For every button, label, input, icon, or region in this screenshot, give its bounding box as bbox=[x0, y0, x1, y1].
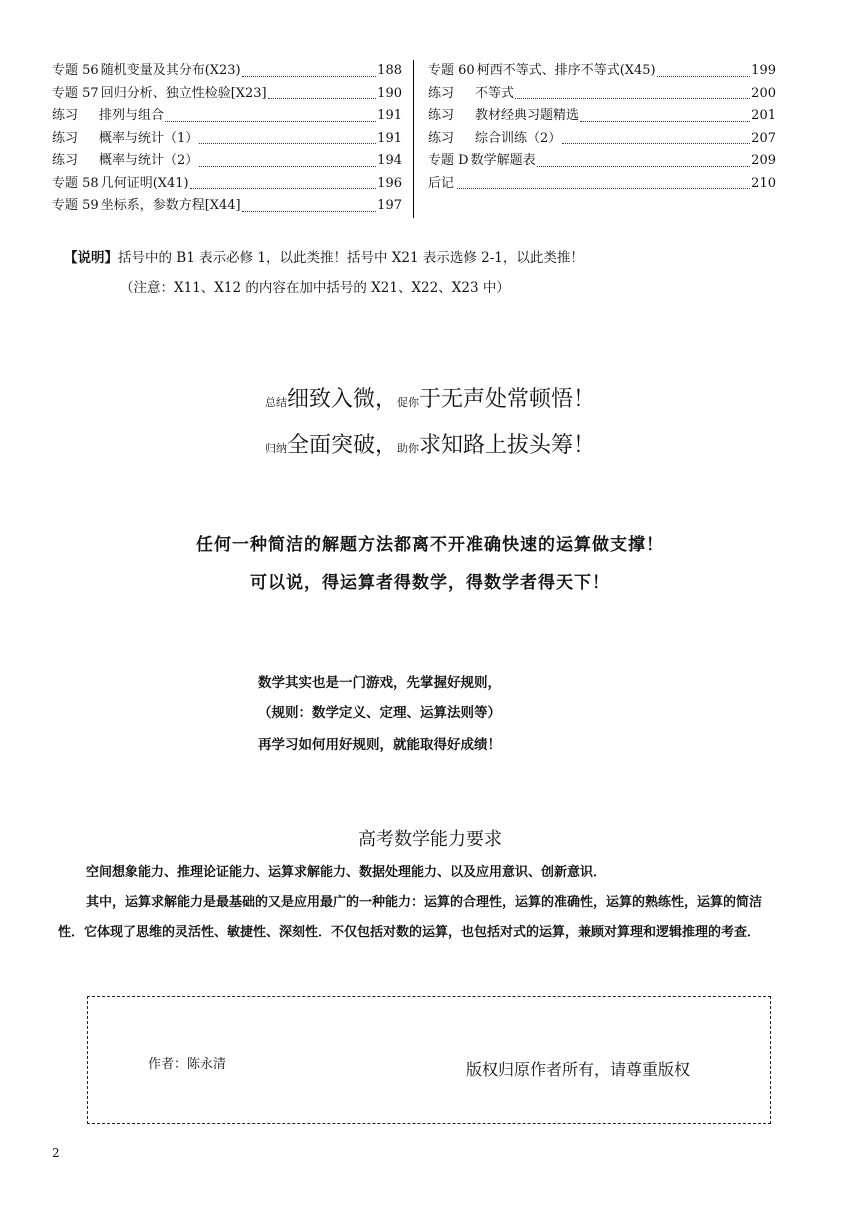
toc-page: 188 bbox=[377, 63, 402, 78]
toc-leader-dots bbox=[515, 97, 750, 99]
toc-title: 几何证明(X41) bbox=[100, 175, 189, 191]
toc-page: 199 bbox=[751, 63, 776, 78]
toc-row bbox=[52, 60, 402, 83]
toc-page: 191 bbox=[377, 108, 402, 123]
slogan-small-text: 归纳 bbox=[264, 442, 287, 455]
toc-title: 概率与统计（2） bbox=[99, 153, 199, 168]
toc-row bbox=[52, 173, 402, 196]
toc-kind: 练习 bbox=[52, 153, 79, 168]
toc-leader-dots bbox=[580, 120, 750, 122]
game-line: （规则：数学定义、定理、运算法则等） bbox=[258, 705, 501, 721]
toc-leader-dots bbox=[190, 187, 377, 189]
section-title: 高考数学能力要求 bbox=[358, 829, 502, 850]
slogan-big-text: 于无声处常顿悟！ bbox=[419, 387, 596, 412]
toc-row bbox=[428, 173, 776, 196]
toc-kind: 练习 bbox=[428, 130, 455, 146]
toc-page: 197 bbox=[377, 198, 402, 213]
toc-page: 210 bbox=[751, 175, 776, 191]
toc-leader-dots bbox=[537, 165, 751, 167]
toc-left-column bbox=[52, 60, 402, 218]
toc-page: 201 bbox=[751, 108, 776, 123]
toc-row bbox=[428, 128, 776, 151]
toc-leader-dots bbox=[457, 187, 750, 189]
toc-kind: 专题 59 bbox=[52, 198, 99, 213]
toc-kind: 练习 bbox=[428, 108, 455, 123]
toc-leader-dots bbox=[268, 97, 377, 99]
slogan-line bbox=[0, 382, 860, 413]
toc-row bbox=[52, 105, 402, 128]
toc-kind: 专题 D bbox=[428, 153, 469, 168]
toc-leader-dots bbox=[165, 120, 376, 122]
author-box bbox=[87, 996, 771, 1124]
toc-kind: 专题 57 bbox=[52, 85, 99, 101]
toc-row bbox=[52, 128, 402, 151]
claim-line: 可以说，得运算者得数学，得数学者得天下！ bbox=[250, 573, 610, 593]
slogan-small-text: 总结 bbox=[264, 396, 287, 409]
slogan-big-text: 细致入微， bbox=[286, 387, 397, 412]
claim-line: 任何一种简洁的解题方法都离不开准确快速的运算做支撑！ bbox=[196, 535, 664, 555]
toc-kind: 练习 bbox=[52, 108, 79, 123]
toc-page: 190 bbox=[377, 85, 402, 101]
toc-page: 196 bbox=[377, 175, 402, 191]
toc-leader-dots bbox=[242, 75, 377, 77]
slogan-line bbox=[0, 428, 860, 459]
toc-row bbox=[52, 195, 402, 218]
toc-leader-dots bbox=[199, 165, 376, 167]
toc-page: 194 bbox=[377, 153, 402, 168]
explanation-subnote: （注意：X11、X12 的内容在加中括号的 X21、X22、X23 中） bbox=[120, 280, 510, 296]
note-label: 【说明】 bbox=[64, 250, 118, 266]
page-number: 2 bbox=[52, 1146, 60, 1160]
explanation-note bbox=[64, 246, 584, 266]
toc-title: 随机变量及其分布(X23) bbox=[100, 63, 241, 78]
toc-row bbox=[428, 150, 776, 173]
toc-title: 不等式 bbox=[475, 85, 515, 101]
toc-row bbox=[428, 83, 776, 106]
toc-row bbox=[428, 105, 776, 128]
toc-kind: 专题 58 bbox=[52, 175, 99, 191]
toc-title: 教材经典习题精选 bbox=[475, 108, 580, 123]
slogan-small-text: 促你 bbox=[397, 396, 419, 409]
slogan-big-text: 求知路上拔头筹！ bbox=[419, 433, 596, 458]
toc-right-column bbox=[428, 60, 776, 195]
toc-kind: 练习 bbox=[428, 85, 455, 101]
toc-title: 回归分析、独立性检验[X23] bbox=[100, 85, 267, 101]
toc-title: 排列与组合 bbox=[99, 108, 165, 123]
copyright-text: 版权归原作者所有，请尊重版权 bbox=[466, 1060, 691, 1079]
toc-leader-dots bbox=[199, 142, 376, 144]
toc-kind: 专题 60 bbox=[428, 63, 475, 78]
toc-title: 综合训练（2） bbox=[475, 130, 562, 146]
toc-kind: 专题 56 bbox=[52, 63, 99, 78]
toc-page: 191 bbox=[377, 130, 402, 146]
toc-leader-dots bbox=[242, 210, 377, 212]
requirements-paragraph: 空间想象能力、推理论证能力、运算求解能力、数据处理能力、以及应用意识、创新意识． bbox=[86, 865, 607, 880]
author-text: 作者：陈永清 bbox=[148, 1057, 227, 1072]
game-line: 数学其实也是一门游戏，先掌握好规则， bbox=[258, 675, 501, 691]
slogan-small-text: 助你 bbox=[397, 442, 419, 455]
toc-column-divider bbox=[413, 60, 414, 218]
toc-title: 概率与统计（1） bbox=[99, 130, 199, 146]
toc-kind: 后记 bbox=[428, 175, 455, 191]
note-text: 括号中的 B1 表示必修 1，以此类推！括号中 X21 表示选修 2-1，以此类推！ bbox=[118, 250, 584, 266]
slogan-big-text: 全面突破， bbox=[286, 433, 397, 458]
toc-page: 209 bbox=[751, 153, 776, 168]
toc-title: 坐标系，参数方程[X44] bbox=[100, 198, 241, 213]
toc-row bbox=[428, 60, 776, 83]
toc-kind: 练习 bbox=[52, 130, 79, 146]
toc-leader-dots bbox=[562, 142, 750, 144]
toc-page: 200 bbox=[751, 85, 776, 101]
toc-row bbox=[52, 83, 402, 106]
toc-leader-dots bbox=[657, 75, 751, 77]
toc-row bbox=[52, 150, 402, 173]
toc-page: 207 bbox=[751, 130, 776, 146]
toc-title: 柯西不等式、排序不等式(X45) bbox=[476, 63, 656, 78]
requirements-paragraph: 其中，运算求解能力是最基础的又是应用最广的一种能力：运算的合理性，运算的准确性，运算的熟练性，运算的简洁性．它体现了思维的灵活性、敏捷性、深刻性．不仅包括对数的运算，也包括对式的运算，兼顾对算理和逻辑推理的考查． bbox=[58, 895, 763, 940]
toc-title: 数学解题表 bbox=[470, 153, 536, 168]
game-line: 再学习如何用好规则，就能取得好成绩！ bbox=[258, 737, 501, 753]
